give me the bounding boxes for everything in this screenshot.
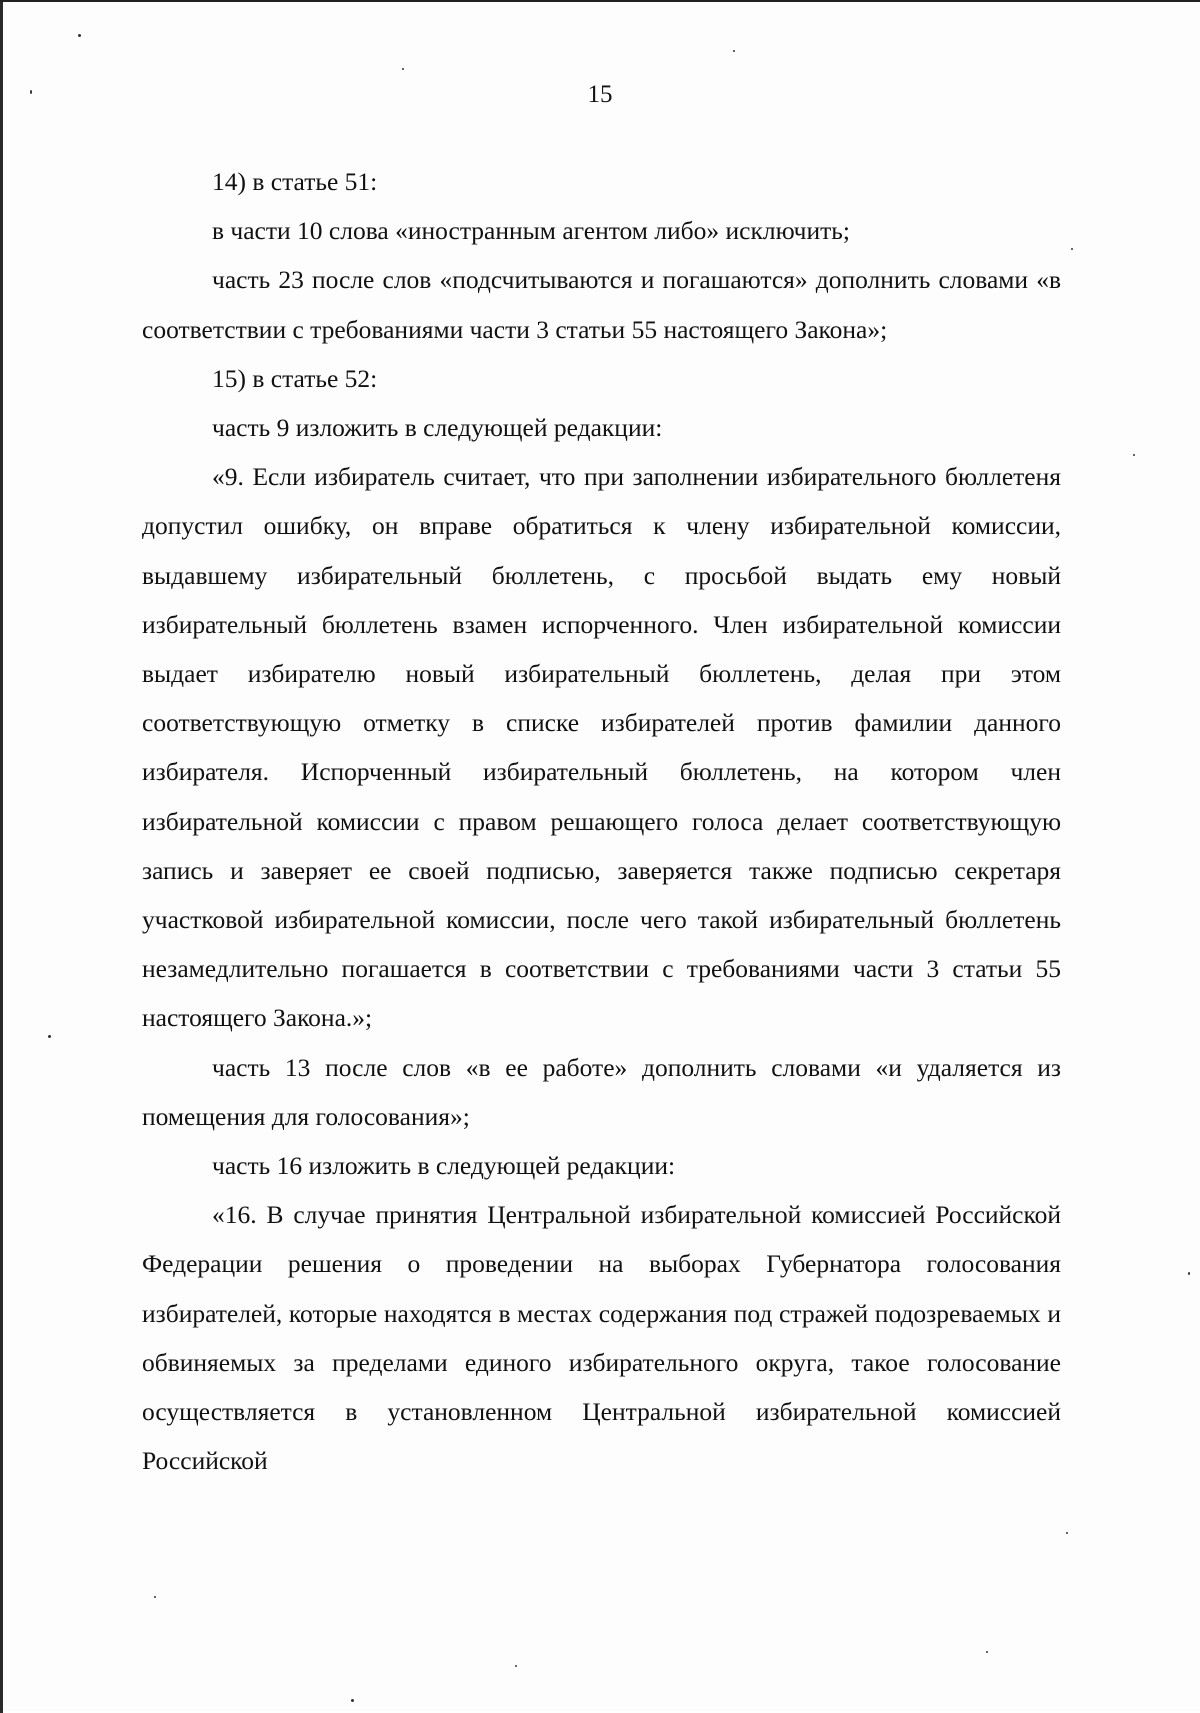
scan-speck [1071,248,1073,250]
scan-edge [0,2,3,1713]
scan-speck [1188,1272,1190,1275]
scan-speck [515,1665,517,1667]
paragraph-part-9-intro: часть 9 изложить в следующей редакции: [212,413,663,443]
paragraph-part-10: в части 10 слова «иностранным агентом либо» исключить; [212,216,851,246]
paragraph-part-13: часть 13 после слов «в ее работе» дополнить словами «и удаляется из помещения для голосования»; [142,1052,1061,1131]
scan-speck [1066,1532,1068,1534]
paragraph-part-23: часть 23 после слов «подсчитываются и погашаются» дополнить словами «в соответствии с требованиями части 3 статьи 55 настоящего Закона»; [142,265,1061,344]
scan-speck [733,50,735,52]
scan-speck [986,1651,988,1653]
scan-speck [154,1596,156,1598]
paragraph-part-16-intro: часть 16 изложить в следующей редакции: [212,1151,676,1181]
paragraph-part-9-text: «9. Если избиратель считает, что при заполнении избирательного бюллетеня допустил ошибку, он вправе обратиться к члену избирательной комиссии, выдавшему избирательный бюллетень, с просьбой выдать ему новый избирательный бюллетень взамен испорченного. Член избирательной комиссии выдает избирателю новый избирательный бюллетень, делая при этом соответствующую отметку в списке избирателей против фамилии данного избирателя. Испорченный избирательный бюллетень, на котором член избирательной комиссии с правом решающего голоса делает соответствующую запись и заверяет ее своей подписью, заверяется также подписью секретаря участковой избирательной комиссии, после чего такой избирательный бюллетень незамедлительно погашается в соответствии с требованиями части 3 статьи 55 настоящего Закона.»; [142,462,1061,1033]
paragraph-part-16-text: «16. В случае принятия Центральной избирательной комиссией Российской Федерации решения о проведении на выборах Губернатора голосования избирателей, которые находятся в местах содержания под стражей подозреваемых и обвиняемых за пределами единого избирательного округа, такое голосование осуществляется в установленном Центральной избирательной комиссией Российской [142,1200,1061,1476]
scan-speck [351,1699,354,1702]
page-number: 15 [587,81,613,108]
scan-speck [30,90,32,94]
document-body [142,157,1061,1485]
paragraph-item-14-heading: 14) в статье 51: [212,167,378,196]
scan-speck [402,68,404,70]
paragraph-item-15-heading: 15) в статье 52: [212,363,378,393]
scan-speck [78,34,81,37]
scan-speck [1133,454,1135,456]
scan-speck [48,1035,51,1038]
